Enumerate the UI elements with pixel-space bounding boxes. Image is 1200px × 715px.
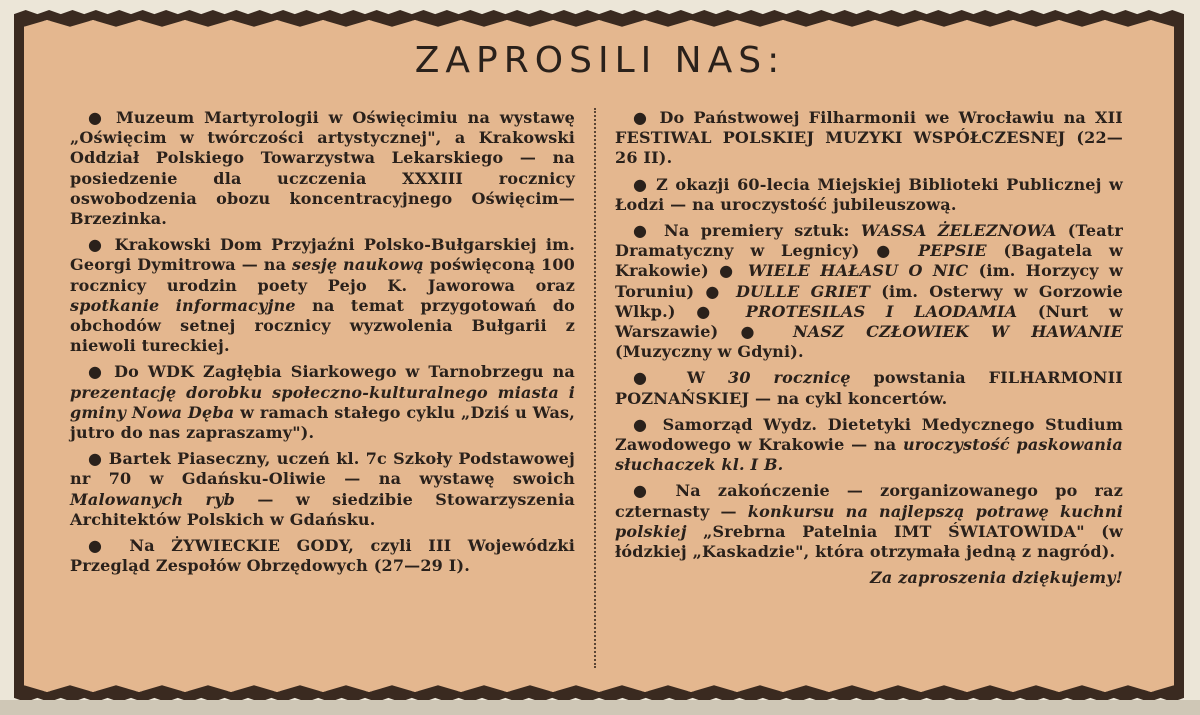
text-part: Medycznego Studium Zawodowego w Krakowie bbox=[615, 414, 1123, 455]
text-part: (im. Horzycy w Toruniu) ● bbox=[615, 261, 1123, 301]
text-part: (im. Osterwy w Gorzowie Wlkp.) ● bbox=[615, 281, 1124, 321]
italic-part: Malowanych ryb bbox=[70, 489, 236, 509]
text-part: Bartek Piaseczny bbox=[108, 449, 265, 469]
text-part: , uczeń kl. 7c Szkoły Podstawowej nr 70 w Gdańsku-Oliwie — na wystawę swoich bbox=[70, 449, 575, 489]
text-part: (Muzyczny w Gdyni). bbox=[615, 342, 804, 362]
text-part: (Nurt w Warszawie) ● bbox=[615, 301, 1123, 342]
italic-part: sesję naukową bbox=[292, 255, 424, 275]
notice-muzeum-text: Muzeum Martyrologii w Oświęcimiu na wystawę „Oświęcim w twórczości artystycznej", a Krakowski Oddział Polskiego Towarzystwa Lekarskiego — na posiedzenie dla uczczenia XXXIII rocznicy oswobodzenia obozu koncentracyjnego Oświęcim—Brzezinka. bbox=[70, 108, 576, 229]
italic-part: PROTESILAS I LAODAMIA bbox=[745, 301, 1018, 321]
italic-part: prezentację dorobku społeczno-kulturalnego miasta i gminy Nowa Dęba bbox=[70, 382, 575, 422]
text-part: Stowarzyszenia Architektów Polskich w Gdańsku. bbox=[70, 489, 575, 529]
italic-part: 30 rocznicę bbox=[728, 368, 851, 388]
text-part: Na premiery sztuk: bbox=[664, 221, 861, 241]
text-part: Miejskiej Biblioteki Publicznej w Łodzi bbox=[615, 174, 1124, 214]
italic-part: DULLE GRIET bbox=[735, 281, 871, 301]
text-part: Z okazji 60-lecia bbox=[656, 174, 818, 194]
left-column bbox=[70, 108, 575, 582]
notice-zywieckie bbox=[70, 536, 575, 576]
bottom-strip bbox=[0, 700, 1200, 715]
right-column bbox=[615, 108, 1123, 594]
notice-premiery bbox=[615, 221, 1123, 362]
notice-biblioteka-lodz bbox=[615, 175, 1123, 215]
notice-konkurs bbox=[615, 481, 1123, 562]
notice-wdk bbox=[70, 362, 575, 443]
text-part: Krakowski Dom Przyjaźni Polsko-Bułgarskiej im. Georgi Dymitrowa — na bbox=[70, 235, 575, 275]
notice-dom-przyjazni bbox=[70, 235, 575, 356]
text-part: Do WDK Zagłębia Siarkowego w Tarnobrzegu na bbox=[114, 362, 575, 382]
text-part: (Bagatela w Krakowie) ● bbox=[615, 241, 1123, 281]
text-part: — w siedzibie bbox=[235, 489, 436, 509]
italic-part: WASSA ŻELEZNOWA bbox=[860, 221, 1057, 241]
text-part: — na uroczystość jubileuszową. bbox=[664, 194, 957, 214]
italic-part: konkursu na najlepszą potrawę kuchni polskiej bbox=[615, 501, 1123, 541]
text-part: Państwowej Filharmonii we Wrocławiu na XII FESTIWAL POLSKIEJ MUZYKI WSPÓŁCZESNEJ (22—26 II). bbox=[615, 108, 1123, 168]
text-part: Na ŻYWIECKIE GODY, czyli III Wojewódzki Przegląd Zespołów Obrzędowych (27—29 I). bbox=[70, 536, 575, 576]
text-part: „Srebrna Patelnia IMT ŚWIATOWIDA" (w łódzkiej „Kaskadzie", która otrzymała jedną z nagród). bbox=[615, 521, 1123, 562]
text-part: — na bbox=[844, 435, 903, 455]
text-part: (Teatr Dramatyczny w Legnicy) ● bbox=[615, 221, 1123, 261]
column-divider bbox=[594, 108, 596, 668]
notice-muzeum bbox=[70, 108, 575, 229]
notice-filharmonia-wroclaw bbox=[615, 108, 1123, 169]
text-part: w ramach stałego cyklu „Dziś u Was, jutro do nas zapraszamy"). bbox=[70, 402, 576, 443]
notice-samorzad bbox=[615, 415, 1123, 476]
text-part: na temat przygotowań do obchodów setnej rocznicy wyzwolenia Bułgarii z niewoli tureckiej. bbox=[70, 295, 575, 356]
italic-part: WIELE HAŁASU O NIC bbox=[747, 261, 969, 281]
text-part: Samorząd Wydz. Dietetyki bbox=[662, 414, 922, 434]
text-part: Na zakończenie — zorganizowanego po raz czternasty — bbox=[615, 481, 1123, 521]
text-part: Do bbox=[659, 108, 694, 127]
thanks-line: Za zaproszenia dziękujemy! bbox=[870, 568, 1123, 588]
text-part: poświęconą 100 rocznicy urodzin poety Pejo K. Jaworowa oraz bbox=[70, 255, 575, 295]
italic-part: spotkanie informacyjne bbox=[70, 295, 296, 315]
notice-bartek bbox=[70, 449, 575, 530]
italic-part: uroczystość paskowania słuchaczek kl. I B. bbox=[615, 435, 1123, 475]
text-part: W bbox=[687, 368, 729, 388]
notice-filharmonia-poznan bbox=[615, 368, 1123, 408]
text-part: powstania FILHARMONII POZNAŃSKIEJ — na cykl koncertów. bbox=[615, 368, 1123, 408]
italic-part: PEPSIE bbox=[918, 241, 987, 261]
italic-part: NASZ CZŁOWIEK W HAWANIE bbox=[792, 322, 1124, 342]
page-title: ZAPROSILI NAS: bbox=[414, 40, 786, 81]
